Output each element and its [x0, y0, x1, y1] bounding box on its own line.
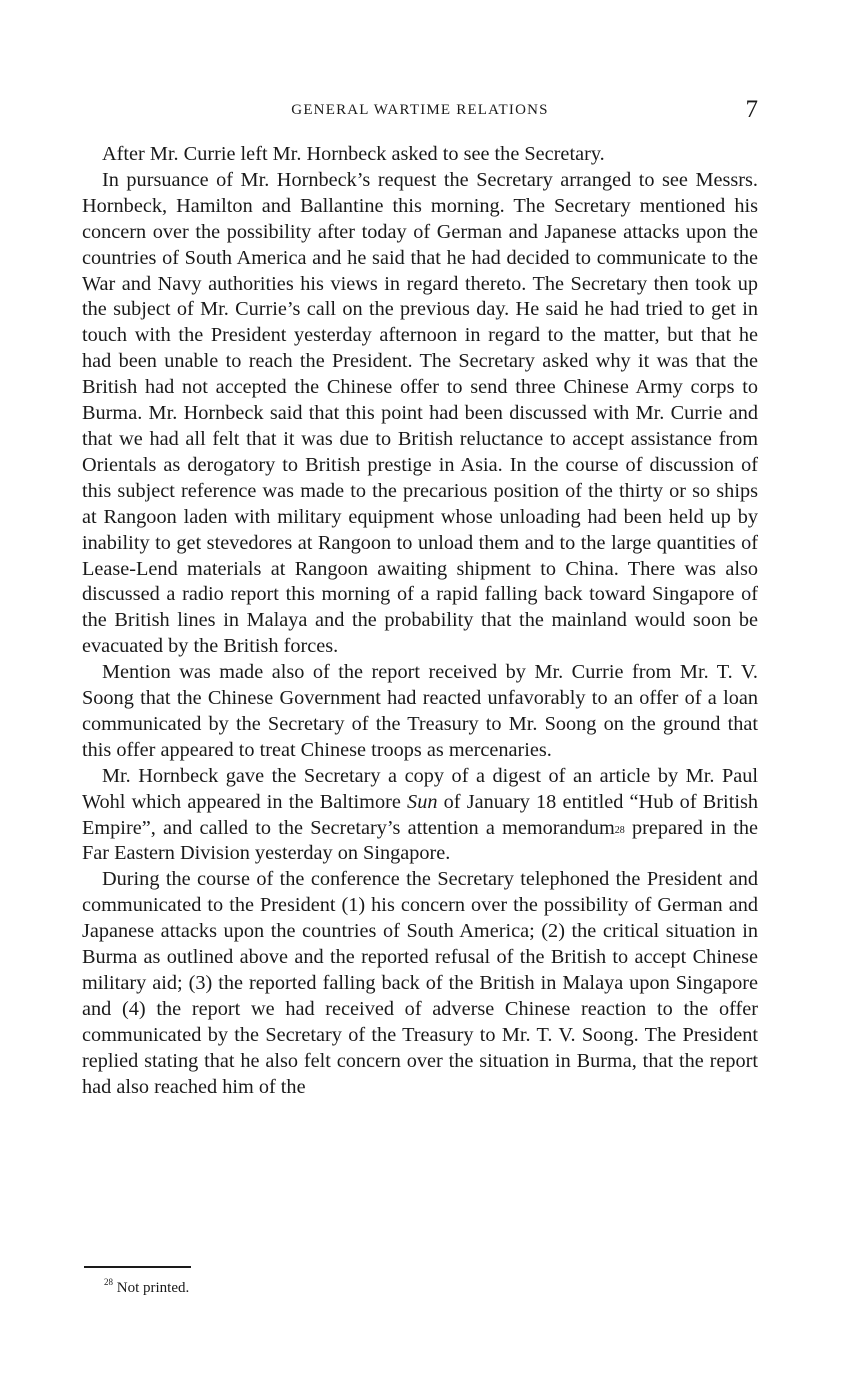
paragraph-4	[82, 764, 758, 868]
page-number: 7	[745, 96, 758, 123]
running-title: GENERAL WARTIME RELATIONS	[291, 102, 549, 118]
paragraph-4-part-c: prepared in the Far Eastern Division yesterday on Singapore.	[82, 816, 758, 865]
footnote	[104, 1273, 189, 1298]
paragraph-5: During the course of the conference the Secretary telephoned the President and communicated to the President (1) his concern over the possibility of German and Japanese attacks upon the countries of South America; (2) the critical situation in Burma as outlined above and the reported refusal of the British to accept Chinese military aid; (3) the reported falling back of the British in Malaya upon Singapore and (4) the report we had received of adverse Chinese reaction to the offer communicated by the Secretary of the Treasury to Mr. T. V. Soong. The President replied stating that he also felt concern over the situation in Burma, that the report had also reached him of the	[82, 868, 758, 1098]
footnote-number: 28	[104, 1277, 113, 1287]
paragraph-4-part-a: Mr. Hornbeck gave the Secretary a copy of a digest of an article by Mr. Paul Wohl which appeared in the Baltimore	[82, 764, 758, 813]
paragraph-3: Mention was made also of the report received by Mr. Currie from Mr. T. V. Soong that the Chinese Government had reacted unfavorably to an offer of a loan communicated by the Secretary of the Treasury to Mr. Soong on the ground that this offer appeared to treat Chinese troops as mercenaries.	[82, 661, 758, 761]
paragraph-1: After Mr. Currie left Mr. Hornbeck asked to see the Secretary.	[102, 143, 605, 165]
footnote-reference: 28	[614, 824, 625, 836]
paragraph-2: In pursuance of Mr. Hornbeck’s request the Secretary arranged to see Messrs. Hornbeck, Hamilton and Ballantine this morning. The Secretary mentioned his concern over the possibility after today of German and Japanese attacks upon the countries of South America and he said that he had decided to communicate to the War and Navy authorities his views in regard thereto. The Secretary then took up the subject of Mr. Currie’s call on the previous day. He said he had tried to get in touch with the President yesterday afternoon in regard to the matter, but that he had been unable to reach the President. The Secretary asked why it was that the British had not accepted the Chinese offer to send three Chinese Army corps to Burma. Mr. Hornbeck said that this point had been discussed with Mr. Currie and that we had all felt that it was due to British reluctance to accept assistance from Orientals as derogatory to British prestige in Asia. In the course of discussion of this subject reference was made to the precarious position of the thirty or so ships at Rangoon laden with military equipment whose unloading had been held up by inability to get stevedores at Rangoon to unload them and to the large quantities of Lease-Lend materials at Rangoon awaiting shipment to China. There was also discussed a radio report this morning of a rapid falling back toward Singapore of the British lines in Malaya and the probability that the mainland would soon be evacuated by the British forces.	[82, 168, 758, 658]
newspaper-title: Sun	[407, 790, 438, 813]
footnote-rule	[84, 1266, 191, 1268]
paragraph-4-part-b: of January 18 entitled “Hub of British Empire”, and called to the Secretary’s attention a memorandum	[82, 790, 758, 839]
running-head	[82, 96, 758, 126]
body-text	[82, 142, 758, 1101]
footnote-text: Not printed.	[113, 1280, 190, 1296]
